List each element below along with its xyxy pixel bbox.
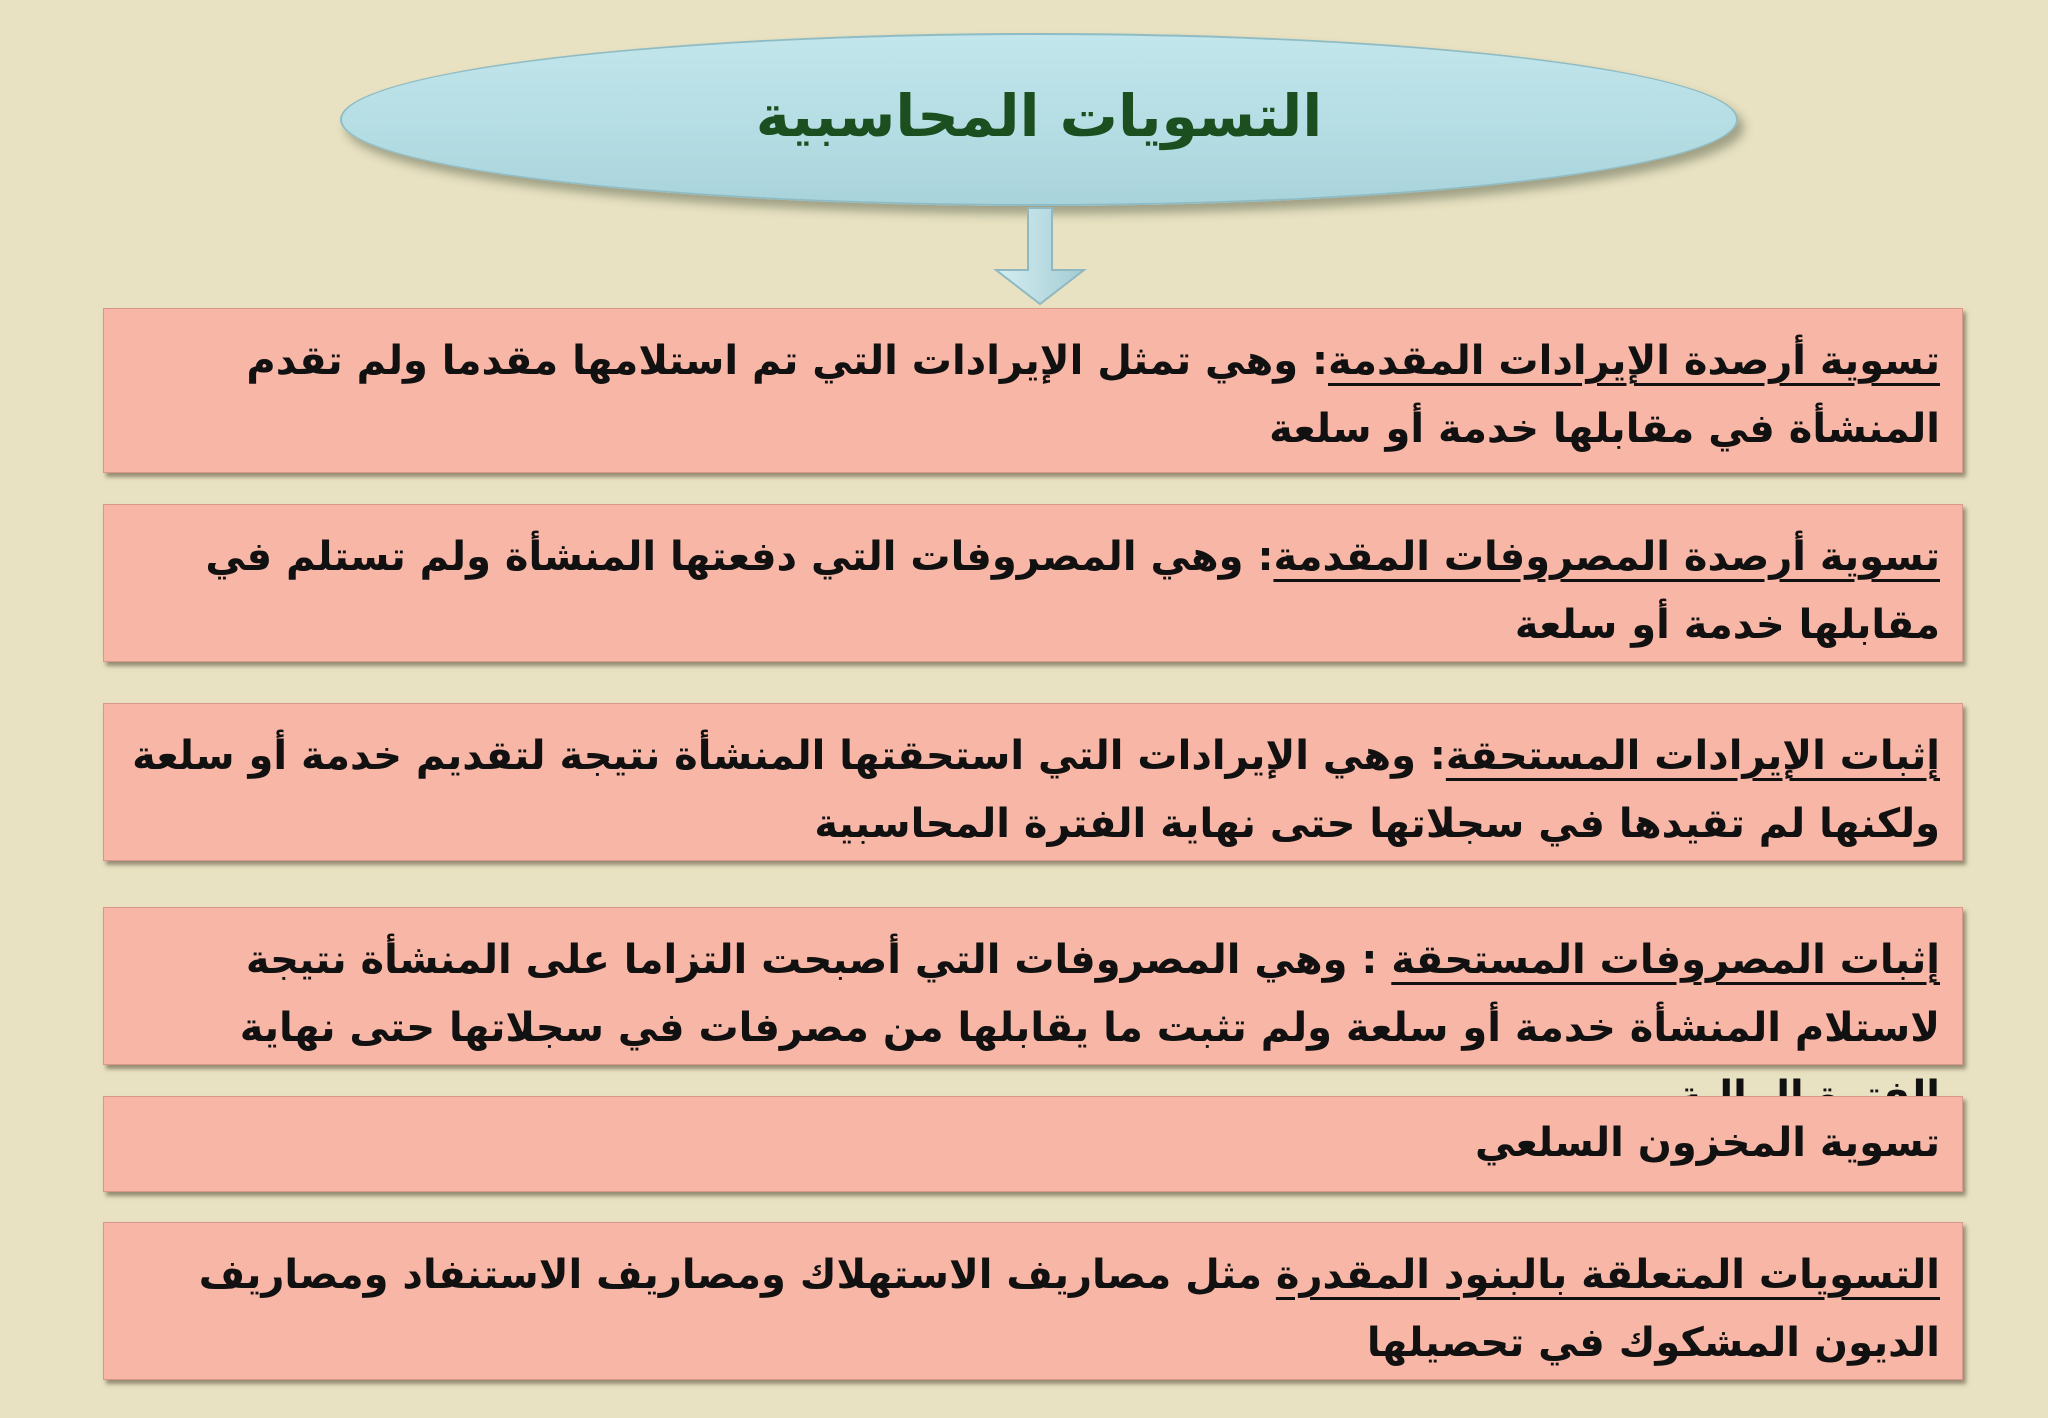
adjustment-box-2 [103, 504, 1963, 662]
item-description: : وهي المصروفات التي دفعتها المنشأة ولم تستلم في مقابلها خدمة أو سلعة [205, 534, 1940, 648]
item-term: إثبات المصروفات المستحقة [1391, 937, 1940, 983]
item-description: : وهي المصروفات التي أصبحت التزاما على المنشأة نتيجة لاستلام المنشأة خدمة أو سلعة ولم تثبت ما يقابلها من مصرفات في سجلاتها حتى نهاية [239, 937, 1940, 1051]
item-description: مثل مصاريف الاستهلاك ومصاريف الاستنفاد ومصاريف الديون المشكوك في تحصيلها [198, 1252, 1940, 1366]
adjustment-box-3 [103, 703, 1963, 861]
item-term: التسويات المتعلقة بالبنود المقدرة [1275, 1252, 1940, 1298]
item-term: تسوية أرصدة المصروفات المقدمة [1273, 534, 1940, 580]
diagram-title: التسويات المحاسبية [755, 81, 1323, 150]
item-description: : وهي الإيرادات التي استحقتها المنشأة نتيجة لتقديم خدمة أو سلعة ولكنها لم تقيدها في سجلاتها حتى نهاية الفترة المحاسبية [132, 733, 1940, 847]
item-label: تسوية المخزون السلعي [1475, 1120, 1940, 1166]
item-description: : وهي تمثل الإيرادات التي تم استلامها مقدما ولم تقدم المنشأة في مقابلها خدمة أو سلعة [246, 338, 1940, 452]
item-term: إثبات الإيرادات المستحقة [1445, 733, 1940, 779]
adjustment-box-4 [103, 907, 1963, 1065]
title-oval [340, 33, 1738, 206]
adjustment-box-1 [103, 308, 1963, 473]
item-term: تسوية أرصدة الإيرادات المقدمة [1328, 338, 1940, 384]
adjustment-box-5 [103, 1096, 1963, 1192]
adjustment-box-6 [103, 1222, 1963, 1380]
down-arrow-icon [992, 206, 1088, 306]
